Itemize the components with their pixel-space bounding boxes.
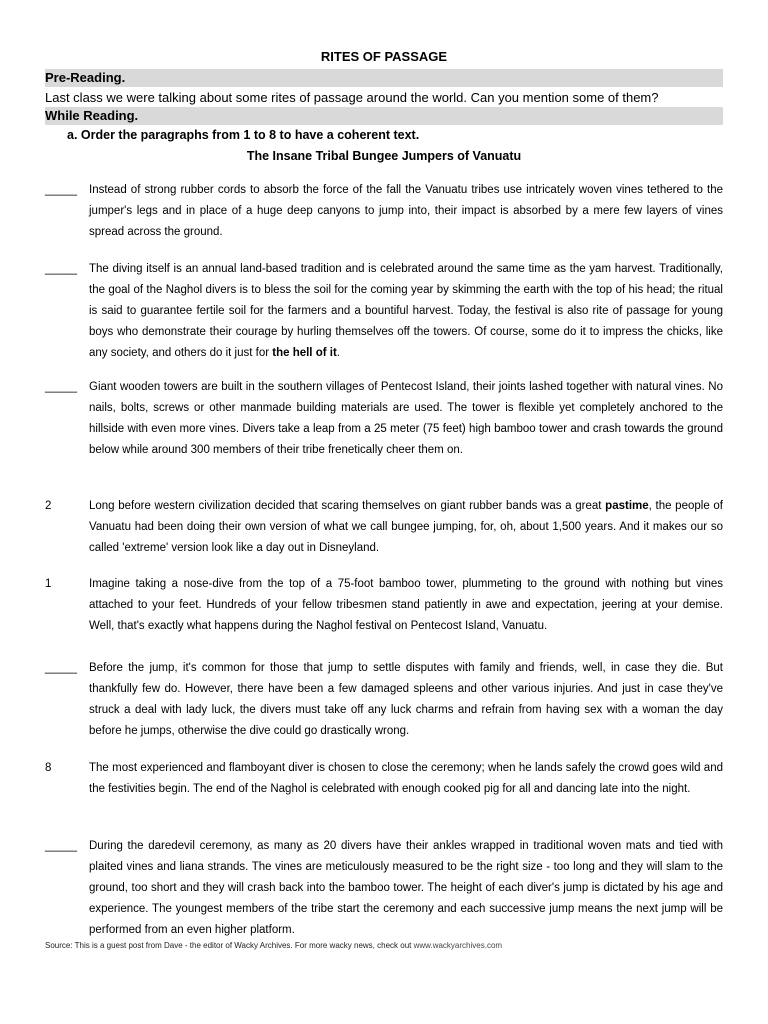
paragraph-text — [89, 658, 723, 742]
paragraph-number: 2 — [45, 500, 52, 512]
source-credit — [45, 941, 502, 950]
source-text: Source: This is a guest post from Dave - the editor of Wacky Archives. For more wacky news, check out — [45, 941, 414, 950]
paragraph-text-part: Imagine taking a nose-dive from the top of a 75-foot bamboo tower, plummeting to the ground with nothing but vines attached to your feet. Hundreds of your fellow tribesmen stand patiently in awe and expectation, jeering at your demise. Well, that's exactly what happens during the Naghol festival on Pentecost Island, Vanuatu. — [89, 578, 723, 632]
paragraph-bold-text: pastime — [605, 500, 649, 512]
paragraph-number: 1 — [45, 578, 52, 590]
paragraph-text-part: Giant wooden towers are built in the southern villages of Pentecost Island, their joints lashed together with natural vines. No nails, bolts, screws or other manmade building materials are used. The tower is flexible yet completely anchored to the hillside with even more vines. Divers take a leap from a 25 meter (75 feet) high bamboo tower and crash towards the ground below while around 300 members of their tribe frenetically cheer them on. — [89, 381, 723, 456]
paragraph-text-part: Before the jump, it's common for those that jump to settle disputes with family and friends, well, in case they die. But thankfully few do. However, there have been a few damaged spleens and other various injuries. And just in case they've struck a deal with lady luck, the divers must take off any luck charms and refrain from having sex with a woman the day before he jumps, otherwise the dive could go drastically wrong. — [89, 662, 723, 737]
ordering-instruction: a. Order the paragraphs from 1 to 8 to have a coherent text. — [67, 128, 420, 142]
paragraph-number: 8 — [45, 762, 52, 774]
paragraph-bold-text: the hell of it — [272, 347, 337, 359]
paragraph-text — [89, 377, 723, 461]
pre-reading-heading: Pre-Reading. — [45, 69, 723, 87]
paragraph-text-end: , the people of Vanuatu had been doing their own version of what we call bungee jumping, for, oh, about 1,500 years. And it makes our so called 'extreme' version look like a day out in Disneyland. — [89, 500, 723, 554]
paragraph-number: _____ — [45, 840, 77, 852]
paragraph-text — [89, 259, 723, 364]
page-title: RITES OF PASSAGE — [320, 49, 448, 64]
while-reading-heading: While Reading. — [45, 107, 723, 125]
paragraph-text-part: Instead of strong rubber cords to absorb the force of the fall the Vanuatu tribes use intricately woven vines tethered to the jumper's legs and in place of a huge deep canyons to jump into, their impact is absorbed by a mere few layers of vines spread across the ground. — [89, 184, 723, 238]
paragraph-text — [89, 758, 723, 800]
paragraph-text-end: . — [336, 347, 340, 359]
source-link[interactable]: www.wackyarchives.com — [413, 941, 503, 950]
paragraph-text-part: During the daredevil ceremony, as many as 20 divers have their ankles wrapped in traditional woven mats and tied with plaited vines and liana strands. The vines are meticulously measured to be the right size - too long and they will slam to the ground, too short and they will crash back into the bamboo tower. The height of each diver's jump is dictated by his age and experience. The youngest members of the tribe start the ceremony and each successive jump means the next jump will be performed from an even higher platform. — [89, 840, 723, 936]
paragraph-text-part: The diving itself is an annual land-based tradition and is celebrated around the same time as the yam harvest. Traditionally, the goal of the Naghol divers is to bless the soil for the coming year by skimming the earth with the top of his head; the ritual is said to guarantee fertile soil for the farmers and a bountiful harvest. Today, the festival is also rite of passage for young boys who demonstrate their courage by hurling themselves off the towers. Of course, some do it to impress the chicks, like any society, and others do it just for — [89, 263, 723, 359]
paragraph-text — [89, 836, 723, 941]
paragraph-text — [89, 180, 723, 243]
pre-reading-question: Last class we were talking about some rites of passage around the world. Can you mention some of them? — [45, 90, 659, 105]
paragraph-text — [89, 496, 723, 559]
paragraph-number: _____ — [45, 381, 77, 393]
paragraph-number: _____ — [45, 184, 77, 196]
paragraph-text-part: The most experienced and flamboyant diver is chosen to close the ceremony; when he lands safely the crowd goes wild and the festivities begin. The end of the Naghol is celebrated with enough cooked pig for all and dancing late into the night. — [89, 762, 723, 795]
article-title: The Insane Tribal Bungee Jumpers of Vanuatu — [246, 149, 522, 163]
paragraph-text — [89, 574, 723, 637]
paragraph-text-part: Long before western civilization decided that scaring themselves on giant rubber bands was a great — [89, 500, 606, 512]
paragraph-number: _____ — [45, 662, 77, 674]
paragraph-number: _____ — [45, 263, 77, 275]
